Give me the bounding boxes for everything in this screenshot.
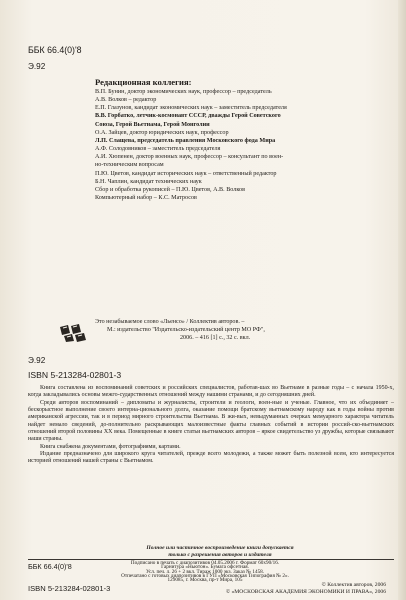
board-row: но-техническим вопросам: [95, 162, 164, 169]
annotation: [28, 385, 394, 466]
annotation-paragraph: Издание предназначено для широкого круга читателей, прежде всего молодежи, а также может быть полезной всем, кто интересуется историей отношений нашей страны с Вьетнамом.: [28, 451, 394, 465]
annotation-paragraph: Среди авторов воспоминаний – дипломаты и журналисты, строители и геологи, воен-ные и ученые. Главное, что их объединяет – бескорыстное выполнение своего интерна-ционального долга, оказание помощи братскому вьетнамскому народу как в годы войны против американской агрессии, так и в период мирного строительства Вьетнама. В жи-вых, невыдуманных очерках мемуарного характера читатель найдет немало сведений, до-полнительно раскрывающих малоизвестные факты главных событий в истории россий-ско-вьетнамских отношений второй половины XX века. Помещенные в книге статьи вьетнамских авторов – яркое свидетельство уз дружбы, которые связывают наши страны.: [28, 399, 394, 443]
isbn: ISBN 5-213284-02801-3: [28, 370, 122, 380]
board-row: Е.П. Глазунов, кандидат экономических наук – заместитель председателя: [95, 105, 287, 112]
publisher-logo-icon: [58, 323, 88, 343]
board-row: В.П. Бунин, доктор экономических наук, профессор – председатель: [95, 89, 272, 95]
board-row: Л.П. Слащева, председатель правления Московского фода Мира: [95, 137, 276, 144]
print-info: [80, 561, 330, 582]
annotation-paragraph: Книга составлена из воспоминаний советских и российских специалистов, работав-шах во Вьетнаме в разные годы – с начала 1950-х, когда закладывались основы межго-сударственных отношений между нашими странами, и до сегодняшних дней.: [28, 385, 394, 399]
author-mark-mid: Э.92: [28, 356, 46, 365]
annotation-paragraph: Книга снабжена документами, фотографиями, картами.: [40, 443, 181, 450]
board-row: Б.Н. Чаплин, кандидат технических наук: [95, 178, 202, 185]
notice-line: Полное или частичное воспроизведение книги допускается: [146, 545, 294, 551]
editorial-board-list: [95, 88, 395, 202]
board-row: О.А. Зайцев, доктор юридических наук, профессор: [95, 129, 229, 136]
bbk-code: ББК 66.4(0)'8: [28, 45, 82, 55]
board-row: В.В. Горбатко, летчик-космонавт СССР, дважды Герой Советского: [95, 113, 281, 120]
print-line: 129085, г. Москва, пр-т Мира, 105: [167, 577, 243, 584]
imprint-title: Это незабываемое слово «Льенсо» / Коллектив авторов. –: [95, 319, 245, 325]
print-line: Гарнитура «Ньютон». Бумага офсетная.: [161, 564, 249, 571]
print-line: Усл. печ. л. 26 + 2 вкл. Тираж 1000 экз. Заказ № 1458.: [145, 568, 265, 575]
board-row: А.И. Хюпенен, доктор военных наук, профессор – консультант по воен-: [95, 154, 284, 161]
board-row: Компьютерный набор – К.С. Матросов: [95, 195, 197, 202]
board-row: П.Ю. Цветов, кандидат исторических наук – ответственный редактор: [95, 170, 277, 177]
notice-line: только с разрешения авторов и издателя: [168, 551, 272, 558]
board-row: А.В. Волков – редактор: [95, 97, 157, 104]
copyright-lines: [226, 582, 386, 596]
reproduction-notice: [120, 545, 320, 559]
isbn-bottom: ISBN 5-213284-02801-3: [28, 584, 111, 593]
author-mark: Э.92: [28, 62, 46, 71]
editorial-board-title: Редакционная коллегия:: [95, 77, 192, 87]
copyright-line: © «МОСКОВСКАЯ АКАДЕМИЯ ЭКОНОМИКИ И ПРАВА», 2006: [225, 589, 386, 595]
page-edge: [398, 0, 406, 600]
imprint-publisher: М.: издательство "Издательско-издательский центр МО РФ",: [107, 327, 265, 333]
print-line: Подписано в печать с диапозитивов 04.05.2006 г. Формат 60x90/16.: [130, 560, 280, 566]
bbk-code-bottom: ББК 66.4(0)'8: [28, 562, 72, 571]
copyright-line: © Коллектив авторов, 2006: [321, 582, 386, 588]
bibliographic-entry: [95, 318, 385, 342]
imprint-pages: 2006. – 416 [1] с., 32 с. вкл.: [180, 335, 251, 341]
board-row: А.Ф. Солодовников – заместитель председателя: [95, 146, 221, 153]
board-row: Союза, Герой Вьетнама, Герой Монголии: [95, 121, 210, 128]
print-line: Отпечатано с готовых диапозитивов в ГУП «Московская Типография № 2».: [121, 572, 289, 579]
board-row: Сбор и обработка рукописей – П.Ю. Цветов, А.В. Волков: [95, 186, 246, 193]
